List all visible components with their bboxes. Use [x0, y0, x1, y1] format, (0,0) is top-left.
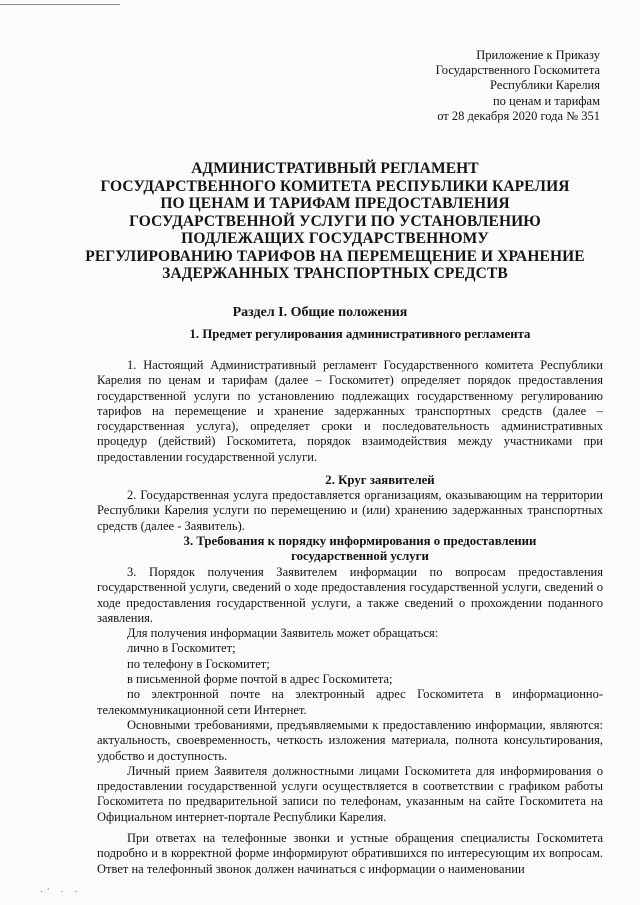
paragraph-1	[97, 358, 603, 465]
subsection-line: государственной услуги	[291, 549, 429, 563]
title-line: ГОСУДАРСТВЕННОЙ УСЛУГИ ПО УСТАНОВЛЕНИЮ	[129, 212, 541, 230]
paragraph-text: 1. Настоящий Административный регламент Государственного комитета Республики Карелия по ценам и тарифам (далее – Госкомитет) определяет порядок предоставления государственной услуги по установлению подлежащих государственному регулированию тарифов на перемещение и хранение задержанных транспортных средств (далее – государственная услуга), определяет сроки и последовательность административных процедур (действий) Госкомитета, порядок взаимодействия между участниками при предоставлении государственной услуги.	[97, 358, 603, 464]
contact-item: лично в Госкомитет;	[127, 641, 236, 656]
subsection-line: 3. Требования к порядку информирования о предоставлении	[183, 534, 537, 548]
subsection-heading-2: 2. Круг заявителей	[325, 473, 435, 487]
annex-line: по ценам и тарифам	[492, 93, 600, 108]
title-line: АДМИНИСТРАТИВНЫЙ РЕГЛАМЕНТ	[191, 160, 479, 177]
document-title	[80, 160, 590, 283]
paragraph-reception: Личный прием Заявителя должностными лицами Госкомитета для информирования о предоставлении государственной услуги осуществляется в соответствии с графиком работы Госкомитета по предварительной записи по телефонам, указанным на сайте Госкомитета на Официальном интернет-портале Республики Карелия.	[97, 763, 603, 824]
contact-item: по телефону в Госкомитет;	[127, 656, 270, 671]
title-line: ЗАДЕРЖАННЫХ ТРАНСПОРТНЫХ СРЕДСТВ	[162, 265, 508, 282]
title-line: ПОДЛЕЖАЩИХ ГОСУДАРСТВЕННОМУ	[181, 230, 489, 247]
contact-item-email: по электронной почте на электронный адрес Госкомитета в информационно-телекоммуникационной сети Интернет.	[97, 687, 603, 717]
paragraph-requirements: Основными требованиями, предъявляемыми к предоставлению информации, являются: актуальность, своевременность, четкость изложения материала, полнота консультирования, удобство и доступность.	[97, 717, 603, 763]
scan-artifact-top	[0, 0, 120, 5]
title-line: РЕГУЛИРОВАНИЮ ТАРИФОВ НА ПЕРЕМЕЩЕНИЕ И ХРАНЕНИЕ	[85, 247, 585, 265]
section-heading: Раздел I. Общие положения	[232, 305, 408, 320]
paragraph-text: 3. Порядок получения Заявителем информации по вопросам предоставления государственной услуги, сведений о ходе предоставления государственной услуги, сведений о ходе предоставления государственной услуги, а также сведений о прохождении поданного заявления.	[97, 565, 603, 625]
scan-artifact-bottom: .· . .	[40, 885, 82, 895]
subsection-heading-3	[90, 534, 630, 564]
paragraph-3	[97, 565, 603, 877]
annex-header	[436, 48, 600, 124]
contact-intro: Для получения информации Заявитель может обращаться:	[127, 626, 439, 641]
paragraph-calls: При ответах на телефонные звонки и устные обращения специалисты Госкомитета подробно и в корректной форме информируют обратившихся по интересующим их вопросам. Ответ на телефонный звонок должен начинаться с информации о наименовании	[97, 831, 603, 876]
paragraph-2	[97, 488, 603, 534]
annex-line: Приложение к Приказу	[476, 48, 600, 62]
annex-line: Республики Карелия	[489, 78, 600, 93]
title-line: ГОСУДАРСТВЕННОГО КОМИТЕТА РЕСПУБЛИКИ КАРЕЛИЯ	[100, 177, 570, 195]
annex-line: от 28 декабря 2020 года № 351	[437, 108, 600, 123]
paragraph-text: 2. Государственная услуга предоставляется организациям, оказывающим на территории Республики Карелия услуги по перемещению и (или) хранению задержанных транспортных средств (далее - Заявитель).	[97, 488, 603, 533]
annex-line: Государственного Госкомитета	[435, 63, 600, 78]
subsection-heading-1: 1. Предмет регулирования административного регламента	[189, 327, 531, 341]
contact-item: в письменной форме почтой в адрес Госкомитета;	[127, 672, 393, 687]
title-line: ПО ЦЕНАМ И ТАРИФАМ ПРЕДОСТАВЛЕНИЯ	[160, 195, 510, 212]
